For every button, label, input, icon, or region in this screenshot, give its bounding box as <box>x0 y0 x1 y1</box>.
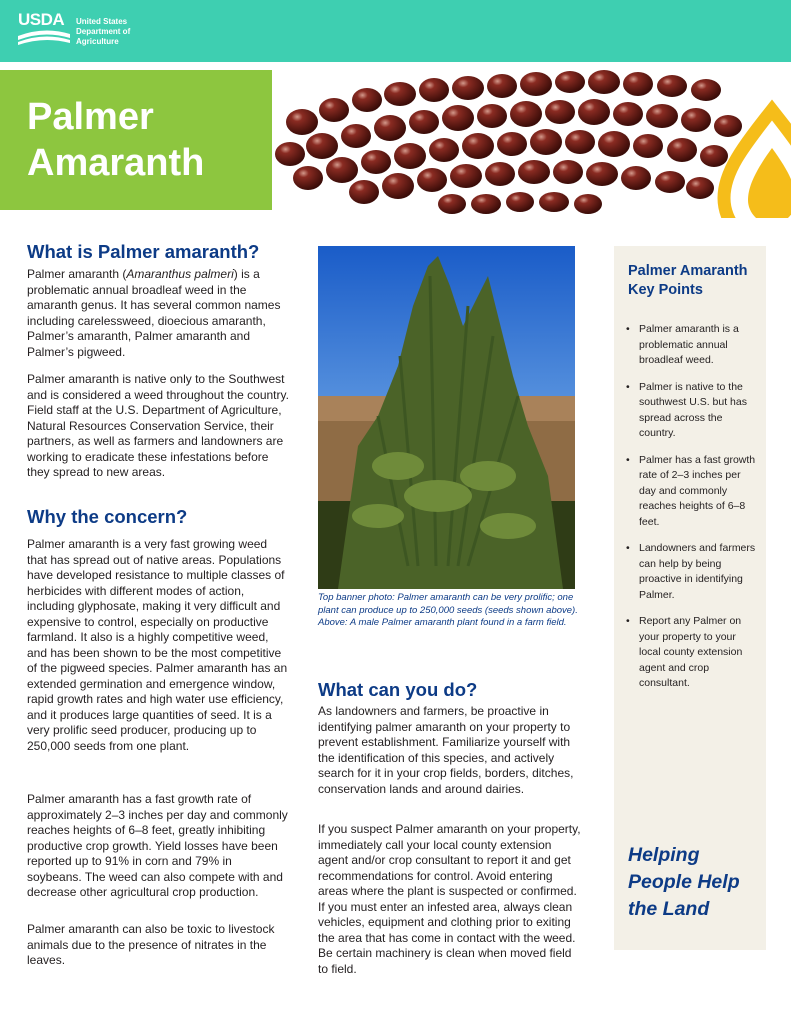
page-title-line2: Amaranth <box>27 142 205 184</box>
list-item: • Palmer has a fast growth rate of 2–3 inches per day and commonly reaches heights of 6–8 feet. <box>626 453 760 531</box>
paragraph-why-concern: Palmer amaranth is a very fast growing weed that has spread out of native areas. Populations have developed resistance to multiple classes of herbicides with different modes of action, including glyphosate, making it very difficult and expensive to control, especially on productive farmland. It also is a highly competitive weed, and has been shown to be the most competitive of the pigweed species. Palmer amaranth has an extended germination and emergence window, rapid growth rates and high water use efficiency, and it produces large quantities of seed. It is a very prolific seed producer, producing up to 250,000 seeds from one plant. <box>27 537 288 753</box>
paragraph-native-range: Palmer amaranth is native only to the Southwest and is considered a weed throughout the country. Field staff at the U.S. Department of Agriculture, Natural Resources Conservation Service, their partners, as well as farmers and landowners are working to eradicate these infestations before they spread to new areas. <box>27 372 289 479</box>
list-item: • Palmer is native to the southwest U.S. but has spread across the country. <box>626 380 760 442</box>
list-item: • Report any Palmer on your property to your local county extension agent and crop consultant. <box>626 614 760 692</box>
sidebar-title: Palmer Amaranth Key Points <box>628 263 748 298</box>
paragraph-be-proactive: As landowners and farmers, be proactive in identifying palmer amaranth on your property to prevent establishment. Familiarize yourself with the identification of this species, and actively search for it in your crop fields, borders, ditches, conservation lands and around dairies. <box>318 704 574 796</box>
list-item: • Landowners and farmers can help by being proactive in identifying Palmer. <box>626 541 760 603</box>
paragraph-what-is: Palmer amaranth (Amaranthus palmeri) is a problematic annual broadleaf weed in the amaranth genus. It has several common names including carelessweed, dioecious amaranth, Palmer’s amaranth, Palmer amaranth and Palmer’s pigweed. <box>27 267 281 359</box>
paragraph-toxicity: Palmer amaranth can also be toxic to livestock animals due to the presence of nitrates in the leaves. <box>27 922 275 967</box>
key-points-list <box>626 322 760 703</box>
agency-name: United States Department of Agriculture <box>76 17 131 46</box>
heading-what-can-you-do: What can you do? <box>318 679 478 700</box>
paragraph-growth-rate: Palmer amaranth has a fast growth rate of approximately 2–3 inches per day and commonly reaches heights of 6–8 feet, greatly inhibiting productive crop growth. Yield losses have been reported up to 91% in corn and 79% in soybeans. The weed can also compete with and decrease other agricultural crop production. <box>27 792 288 899</box>
page-title-line1: Palmer <box>27 96 154 138</box>
paragraph-report: If you suspect Palmer amaranth on your property, immediately call your local county extension agent and/or crop consultant to report it and get recommendations for control. Avoid entering areas where the plant is suspected or confirmed. If you must enter an infested area, always clean vehicles, equipment and clothing prior to exiting the area that has come in contact with the weed. Be certain machinery is clean when moved field to field. <box>318 822 581 976</box>
usda-logo-text: USDA <box>18 10 65 29</box>
list-item: • Palmer amaranth is a problematic annual broadleaf weed. <box>626 322 760 369</box>
photo-caption: Top banner photo: Palmer amaranth can be very prolific; one plant can produce up to 250,000 seeds (seeds shown above). Above: A male Palmer amaranth plant found in a farm field. <box>318 592 578 628</box>
key-points-sidebar <box>614 246 766 950</box>
title-block <box>0 70 272 210</box>
tagline: Helping People Help the Land <box>628 844 740 920</box>
seed-banner-image <box>272 70 791 218</box>
seed-photo <box>272 70 791 218</box>
header-bar <box>0 0 791 62</box>
amaranth-plant-photo <box>318 246 575 589</box>
heading-what-is: What is Palmer amaranth? <box>27 241 260 262</box>
heading-why-concern: Why the concern? <box>27 506 188 527</box>
